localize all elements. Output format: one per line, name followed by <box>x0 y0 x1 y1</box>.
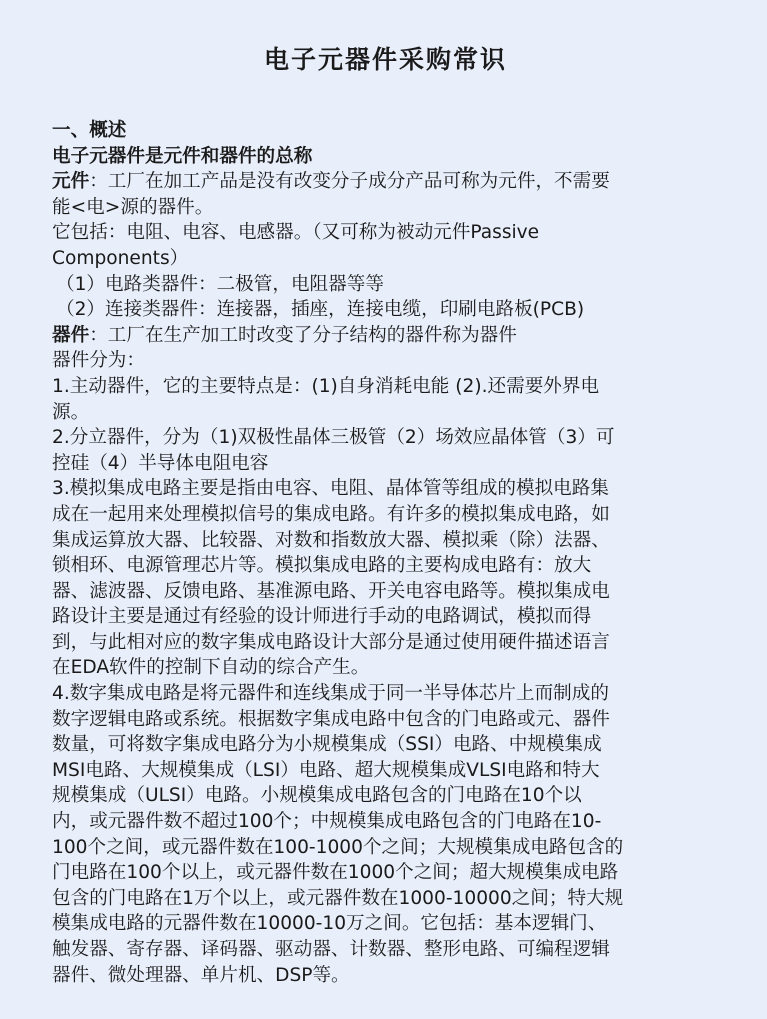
text-line <box>52 118 719 144</box>
text-line <box>52 758 719 784</box>
line-text: （2）连接类器件：连接器，插座，连接电缆，印刷电路板(PCB) <box>56 299 585 321</box>
line-text: 成在一起用来处理模拟信号的集成电路。有许多的模拟集成电路，如 <box>52 503 610 525</box>
line-text: 包含的门电路在1万个以上，或元器件数在1000-10000之间；特大规 <box>52 887 624 909</box>
line-text: 路设计主要是通过有经验的设计师进行手动的电路调试，模拟而得 <box>52 606 592 628</box>
page-title: 电子元器件采购常识 <box>263 45 507 74</box>
line-text: 能<电>源的器件。 <box>52 196 214 218</box>
text-line <box>52 169 719 195</box>
text-line <box>52 886 719 912</box>
line-text: 到，与此相对应的数字集成电路设计大部分是通过使用硬件描述语言 <box>52 631 610 653</box>
text-line <box>52 937 719 963</box>
text-line <box>52 553 719 579</box>
line-text: 源。 <box>52 401 90 423</box>
line-text: 规模集成（ULSI）电路。小规模集成电路包含的门电路在10个以 <box>52 785 582 807</box>
text-line <box>52 655 719 681</box>
text-line <box>52 400 719 426</box>
line-text: 数字逻辑电路或系统。根据数字集成电路中包含的门电路或元、器件 <box>52 708 610 730</box>
text-line <box>52 630 719 656</box>
line-text: 1.主动器件，它的主要特点是：(1)自身消耗电能 (2).还需要外界电 <box>52 375 600 397</box>
text-line <box>52 246 719 272</box>
text-line <box>52 707 719 733</box>
line-text: 器件分为： <box>52 350 145 372</box>
text-line <box>52 835 719 861</box>
text-line <box>52 681 719 707</box>
line-text: 门电路在100个以上，或元器件数在1000个之间；超大规模集成电路 <box>52 862 619 884</box>
text-line <box>52 144 719 170</box>
line-text: 控硅（4）半导体电阻电容 <box>52 452 269 474</box>
line-text: 模集成电路的元器件数在10000-10万之间。它包括：基本逻辑门、 <box>52 913 607 935</box>
text-line <box>52 476 719 502</box>
text-line <box>52 374 719 400</box>
term-label: 器件 <box>52 324 90 346</box>
document-body <box>52 118 719 988</box>
line-text: 集成运算放大器、比较器、对数和指数放大器、模拟乘（除）法器、 <box>52 529 610 551</box>
line-text: 一、概述 <box>52 120 127 141</box>
text-line <box>52 604 719 630</box>
line-text: ：工厂在生产加工时改变了分子结构的器件称为器件 <box>89 324 517 346</box>
text-line <box>52 272 719 298</box>
text-line <box>52 809 719 835</box>
term-label: 元件 <box>52 171 90 193</box>
line-text: 触发器、寄存器、译码器、驱动器、计数器、整形电路、可编程逻辑 <box>52 939 610 960</box>
text-line <box>52 528 719 554</box>
text-line <box>52 783 719 809</box>
line-text: ：工厂在加工产品是没有改变分子成分产品可称为元件，不需要 <box>89 171 610 193</box>
line-text: 在EDA软件的控制下自动的综合产生。 <box>52 657 370 679</box>
line-text: 它包括：电阻、电容、电感器。（又可称为被动元件Passive <box>52 222 540 244</box>
line-text: （1）电路类器件：二极管，电阻器等等 <box>56 273 384 295</box>
text-line <box>52 502 719 528</box>
line-text: 4.数字集成电路是将元器件和连线集成于同一半导体芯片上而制成的 <box>52 683 609 705</box>
line-text: 100个之间，或元器件数在100-1000个之间；大规模集成电路包含的 <box>52 836 624 858</box>
text-line <box>52 911 719 937</box>
line-text: 锁相环、电源管理芯片等。模拟集成电路的主要构成电路有：放大 <box>52 555 592 577</box>
line-text: 数量，可将数字集成电路分为小规模集成（SSI）电路、中规模集成 <box>52 734 602 756</box>
text-line <box>52 195 719 221</box>
line-text: 内，或元器件数不超过100个；中规模集成电路包含的门电路在10- <box>52 811 602 833</box>
text-line <box>52 220 719 246</box>
line-text: 2.分立器件，分为（1)双极性晶体三极管（2）场效应晶体管（3）可 <box>52 427 615 449</box>
text-line <box>52 451 719 477</box>
text-line <box>52 425 719 451</box>
text-line <box>52 963 719 989</box>
text-line <box>52 860 719 886</box>
line-text: 3.模拟集成电路主要是指由电容、电阻、晶体管等组成的模拟电路集 <box>52 478 609 500</box>
line-text: 电子元器件是元件和器件的总称 <box>52 145 313 167</box>
text-line <box>52 323 719 349</box>
line-text: Components） <box>52 247 189 269</box>
text-line <box>52 732 719 758</box>
line-text: 器件、微处理器、单片机、DSP等。 <box>52 964 350 986</box>
line-text: MSI电路、大规模集成（LSI）电路、超大规模集成VLSI电路和特大 <box>52 759 600 781</box>
text-line <box>52 297 719 323</box>
text-line <box>52 348 719 374</box>
text-line <box>52 579 719 605</box>
line-text: 器、滤波器、反馈电路、基准源电路、开关电容电路等。模拟集成电 <box>52 580 610 602</box>
